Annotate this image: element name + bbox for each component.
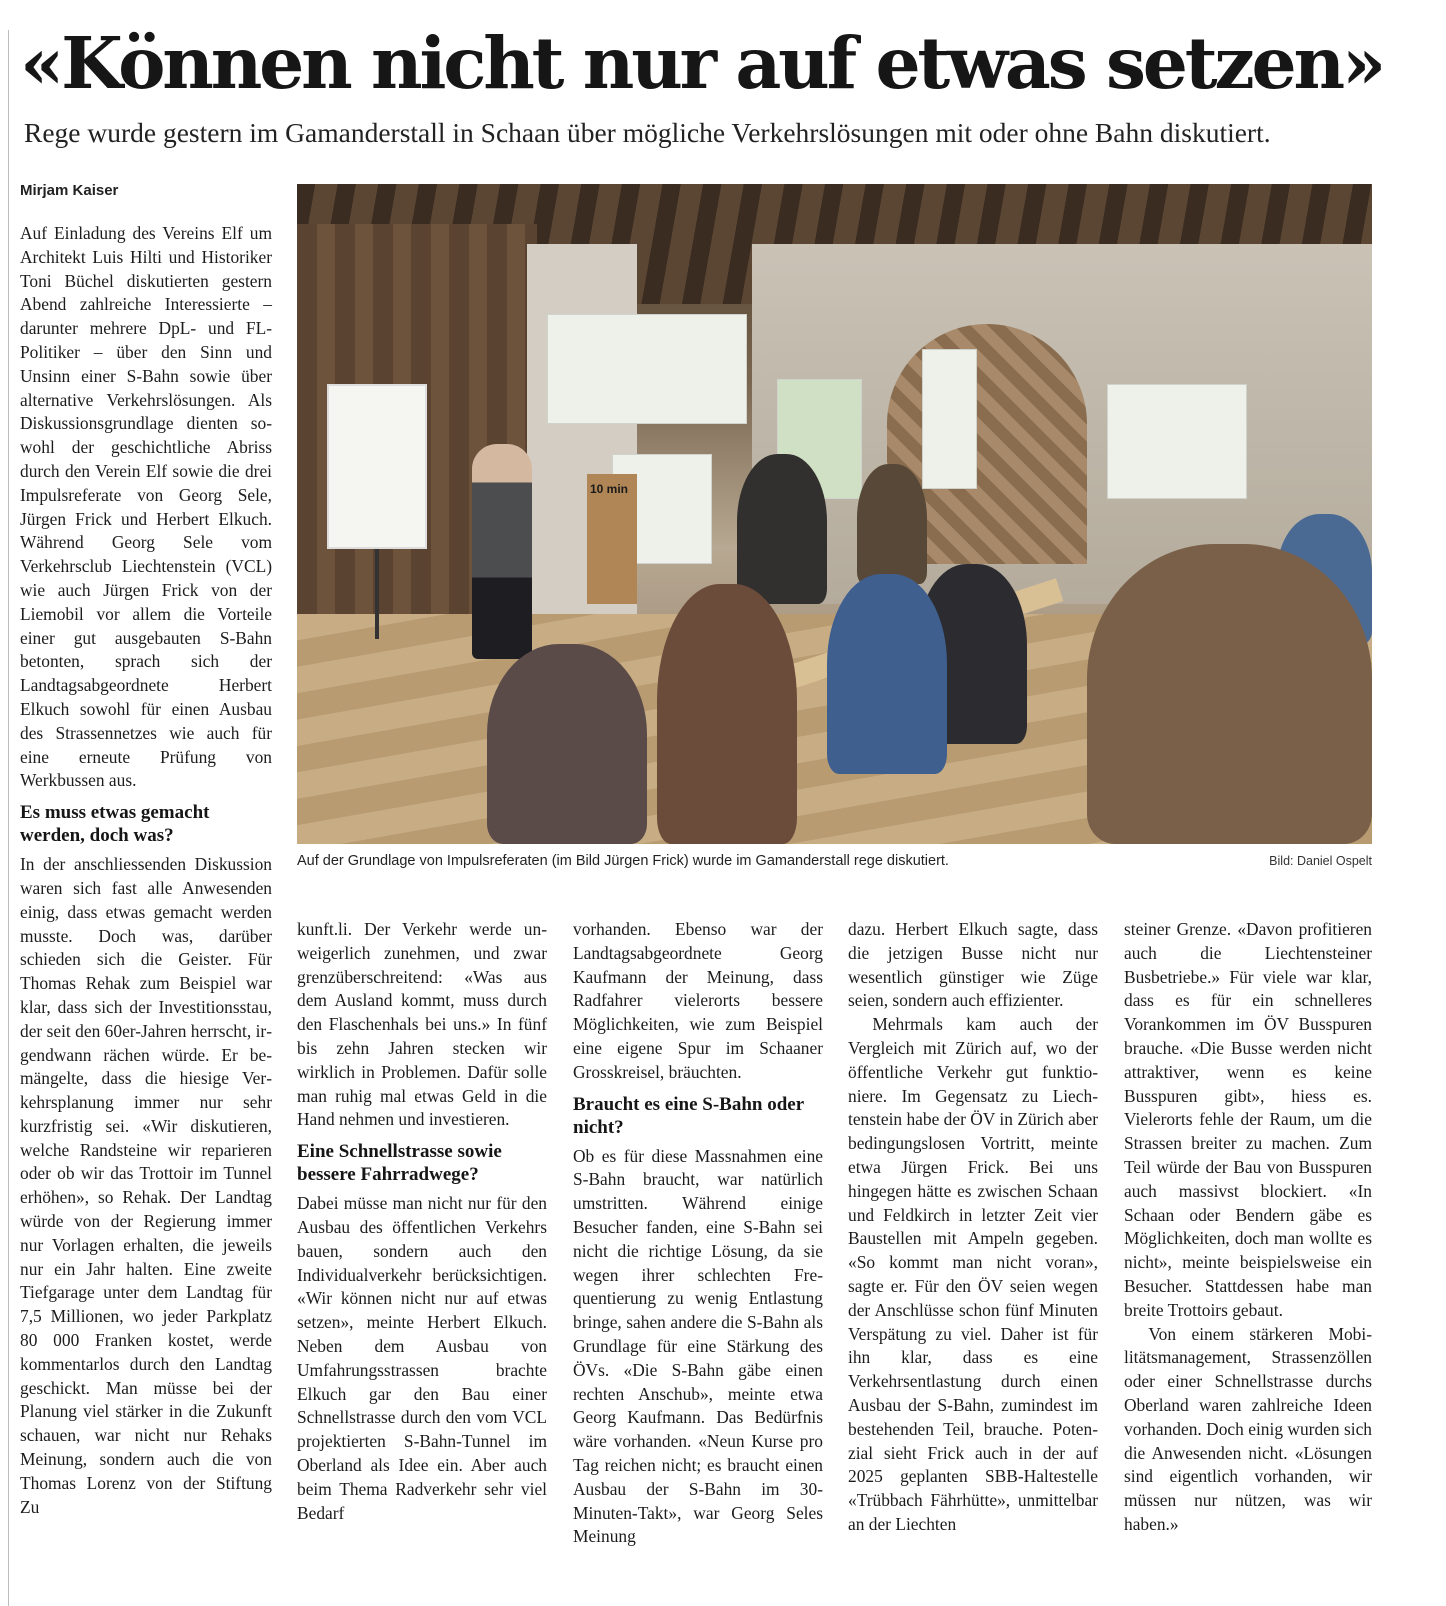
article-column-3 xyxy=(573,918,823,1549)
section-heading: Eine Schnellstrasse sowie bessere Fahrradwege? xyxy=(297,1141,502,1186)
photo-speaker xyxy=(472,444,532,659)
photo-flipchart xyxy=(327,384,427,549)
photo-audience-member xyxy=(657,584,797,844)
paragraph: steiner Grenze. «Davon profitieren auch die Liechtensteiner Busbetriebe.» Für viele war klar, dass es für ein schnelleres Vorankommen im ÖV Busspuren brauche. «Die Busse werden nicht attraktiver, wenn es keine Busspuren gibt», hiess es. Vielerorts fehle der Raum, um die Strassen breiter zu machen. Zum Teil würde der Bau von Busspuren auch massivst blockiert. «In Schaan oder Bendern gäbe es Möglichkeiten, doch man wollte es nicht», meinte beispielsweise ein Besucher. Stattdessen habe man breite Trottoirs gebaut. xyxy=(1124,919,1372,1320)
article-column-1 xyxy=(20,222,272,1519)
paragraph: In der anschliessenden Diskussion waren sich fast alle Anwesenden einig, dass etwas gemacht werden musste. Doch was, darüber schieden sich die Geister. Für Thomas Rehak zum Beispiel war klar, dass sich der Investitionsstau, der seit den 60er-Jahren herrscht, irgendwann rächen würde. Er bemängelte, dass die hiesige Verkehrsplanung immer nur sehr kurzfristig sei. «Wir diskutieren, welche Randsteine wir reparieren oder ob wir das Trottoir im Tunnel erhöhen», so Rehak. Der Landtag würde von der Regierung immer nur Vorlagen erhalten, die jeweils nur ein Jahr halten. Eine zweite Tiefgarage unter dem Landtag für 7,5 Millionen, wo jeder Parkplatz 80 000 Franken kostet, werde kommentarlos durch den Landtag geschickt. Man müsse bei der Planung viel stärker in die Zukunft schauen, war nicht nur Rehaks Meinung, sondern auch die von Thomas Lorenz von der Stiftung Zu xyxy=(20,854,272,1517)
article-column-2 xyxy=(297,918,547,1525)
photo-flipchart-stand xyxy=(375,549,379,639)
photo-audience-member xyxy=(857,464,927,584)
paragraph: Ob es für diese Massnahmen eine S-Bahn braucht, war natürlich umstritten. Während einige Besucher fanden, eine S-Bahn sei nicht die richtige Lösung, da sie wegen ihrer schlechten Frequentierung zu wenig Entlastung bringe, sahen andere die S-Bahn als Grundlage für eine Stärkung des ÖVs. «Die S-Bahn gäbe einen rechten Anschub», meinte etwa Georg Kaufmann. Das Bedürfnis wäre vorhanden. «Neun Kurse pro Tag reichen nicht; es braucht einen Ausbau der S-Bahn im 30-Minuten-Takt», war Georg Seles Meinung xyxy=(573,1145,823,1547)
article-column-4 xyxy=(848,918,1098,1537)
section-heading: Braucht es eine S-Bahn oder nicht? xyxy=(573,1093,804,1138)
subheadline: Rege wurde gestern im Gamanderstall in Schaan über mögliche Verkehrslösungen mit oder ohne Bahn diskutiert. xyxy=(24,117,1271,148)
paragraph: Auf Einladung des Vereins Elf um Architekt Luis Hilti und Historiker Toni Büchel diskutierten gestern Abend zahlreiche Interessierte – darunter mehrere DpL- und FL-Politiker – über den Sinn und Unsinn einer S-Bahn sowie über alternative Verkehrslösungen. Als Diskussionsgrundlage dienten sowohl der geschichtliche Abriss durch den Verein Elf sowie die drei Impulsreferate von Georg Sele, Jürgen Frick und Herbert Elkuch. Während Georg Sele vom Verkehrsclub Liechtenstein (VCL) wie auch Jürgen Frick von der Liemobil vor allem die Vorteile einer gut ausgebauten S-Bahn betonten, sprach sich der Landtagsabgeordnete Herbert Elkuch sowohl für einen Ausbau des Strassennetzes wie auch für eine erneute Prüfung von Werkbussen aus. xyxy=(20,223,272,791)
photo-timer-label: 10 min xyxy=(590,482,629,496)
paragraph: Von einem stärkeren Mobilitätsmanagement, Strassenzöllen oder einer Schnellstrasse durchs Oberland waren zahlreiche Ideen vorhanden. Doch einig wurden sich die Anwesenden nicht. «Lösungen sind eigentlich vorhanden, wir müssen nur nützen, was wir haben.» xyxy=(1124,1323,1372,1534)
photo-caption: Auf der Grundlage von Impulsreferaten (im Bild Jürgen Frick) wurde im Gamanderstall rege diskutiert. xyxy=(297,853,949,869)
paragraph: kunft.li. Der Verkehr werde unweigerlich zunehmen, und zwar grenzüberschreitend: «Was aus dem Ausland kommt, muss durch den Flaschenhals bei uns.» In fünf bis zehn Jahren stecken wir wirklich in Problemen. Dafür solle man ruhig mal etwas Geld in die Hand nehmen und investieren. xyxy=(297,919,547,1130)
paragraph: dazu. Herbert Elkuch sagte, dass die jetzigen Busse nicht nur wesentlich günstiger wie Züge seien, sondern auch effizienter. xyxy=(848,919,1098,1011)
paragraph: Dabei müsse man nicht nur für den Ausbau des öffentlichen Verkehrs bauen, sondern auch den Individualverkehr berücksichtigen. «Wir können nicht nur auf etwas setzen», meinte Herbert Elkuch. Neben dem Ausbau von Umfahrungsstrassen brachte Elkuch gar den Bau einer Schnellstrasse durch den vom VCL projektierten S-Bahn-Tunnel im Oberland als Idee ein. Aber auch beim Thema Radverkehr sehr viel Bedarf xyxy=(297,1193,547,1523)
photo-audience-member xyxy=(1087,544,1372,844)
photo-audience-member xyxy=(827,574,947,774)
article-column-5 xyxy=(1124,918,1372,1537)
photo-map-poster xyxy=(547,314,747,424)
photo-audience-member xyxy=(487,644,647,844)
photo-map-poster xyxy=(1107,384,1247,499)
paragraph: Mehrmals kam auch der Vergleich mit Zürich auf, wo der öffentliche Verkehr gut funktioniere. Im Gegensatz zu Liechtenstein habe der ÖV in Zürich aber bedingungslosen Vortritt, meinte etwa Jürgen Frick. Bei uns hingegen hätte es zwischen Schaan und Feldkirch in letzter Zeit vier Baustellen mit Ampeln gegeben. «So kommt man nicht voran», sagte er. Für den ÖV seien wegen der Anschlüsse schon fünf Minuten Verspätung zu viel. Daher ist für ihn klar, dass es eine Verkehrsentlastung durch einen Ausbau der S-Bahn, zumindest im bestehenden Teil, brauche. Potenzial sieht Frick auch in der auf 2025 geplanten SBB-Haltestelle «Trübbach Fährhütte», unmittelbar an der Liechten xyxy=(848,1014,1098,1534)
left-margin-rule xyxy=(8,30,9,1606)
photo-credit: Bild: Daniel Ospelt xyxy=(1269,854,1372,868)
article-photo xyxy=(297,184,1372,844)
headline: «Können nicht nur auf etwas setzen» xyxy=(20,21,1384,105)
paragraph: vorhanden. Ebenso war der Landtagsabgeordnete Georg Kaufmann der Meinung, dass Radfahrer vielerorts bessere Möglichkeiten, wie zum Beispiel eine eigene Spur im Schaaner Grosskreisel, bräuchten. xyxy=(573,919,823,1082)
author-byline: Mirjam Kaiser xyxy=(20,182,119,199)
section-heading: Es muss etwas gemacht werden, doch was? xyxy=(20,802,210,847)
photo-audience-member xyxy=(737,454,827,604)
photo-map-poster xyxy=(922,349,977,489)
